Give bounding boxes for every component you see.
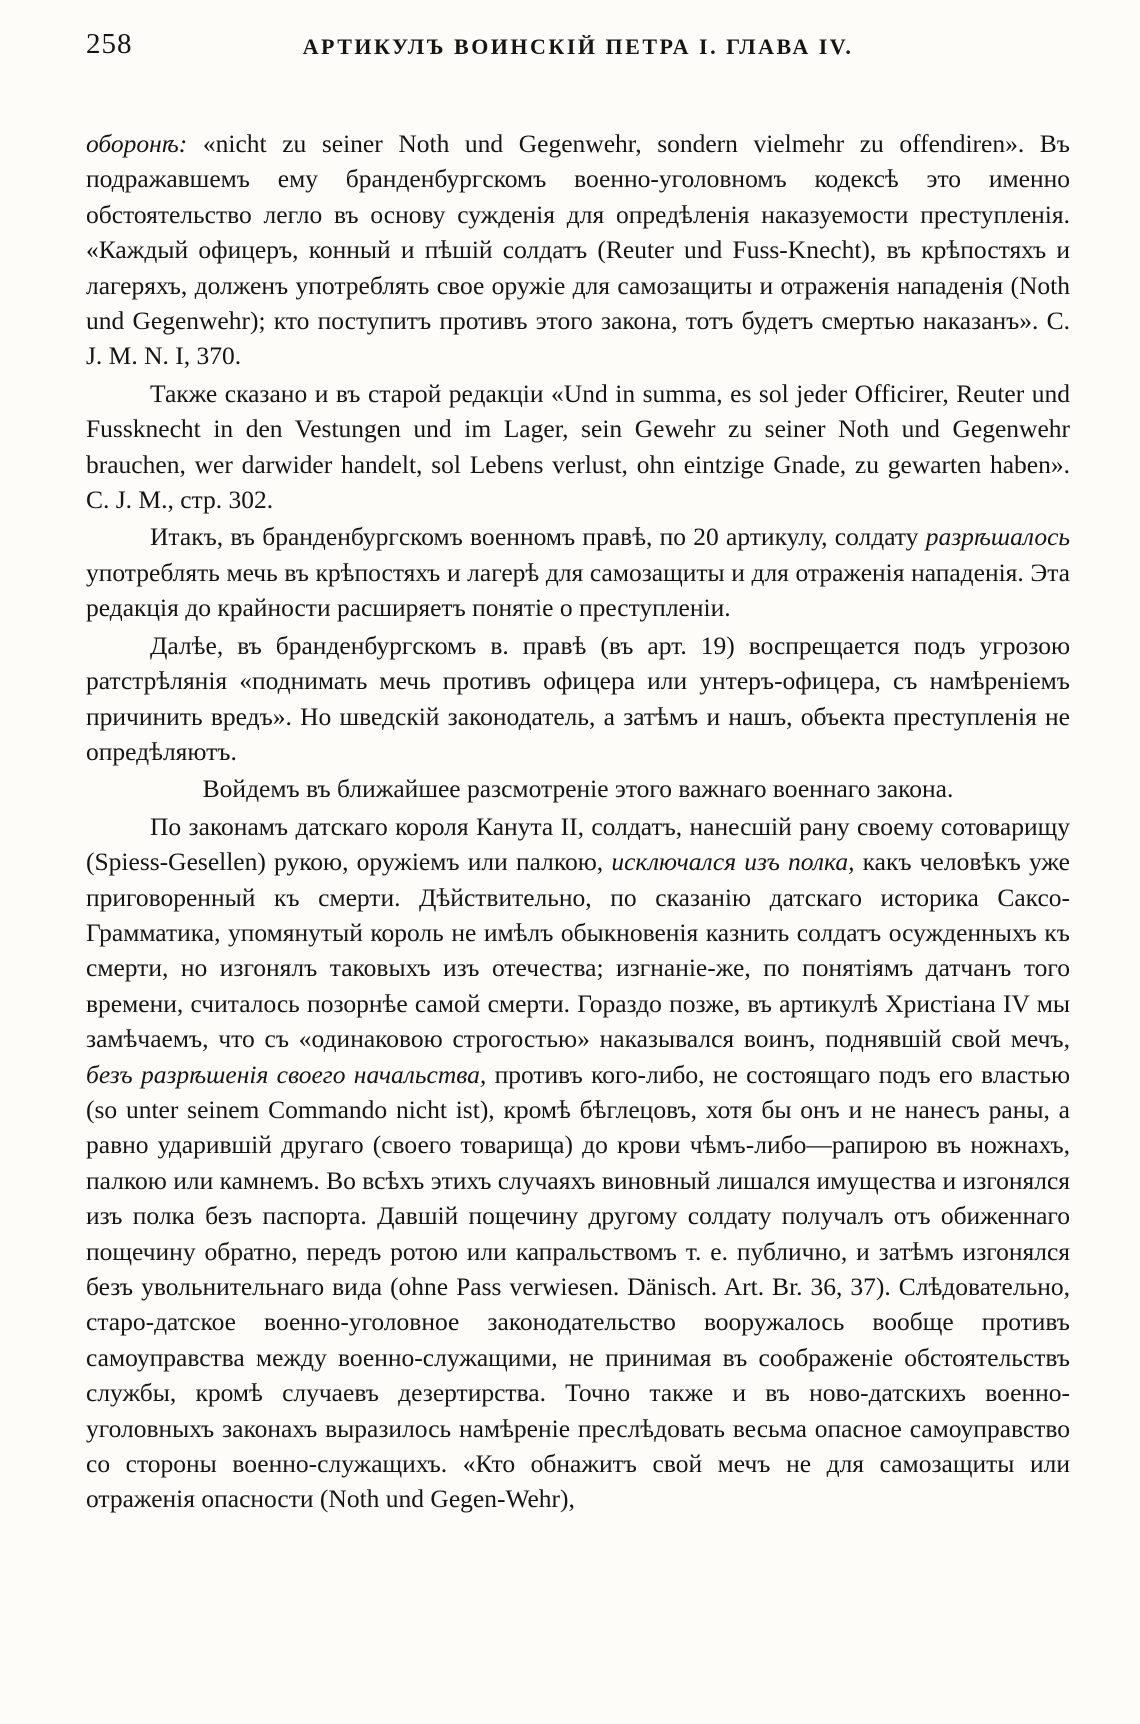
text-run: какъ человѣкъ уже приговоренный къ смерти. Дѣйствительно, по сказанію датскаго историка Саксо-Грамматика, упомянутый король не имѣлъ обыкновенія казнить солдатъ осужденныхъ къ смерти, но изгонялъ таковыхъ изъ отечества; изгнаніе-же, по понятіямъ датчанъ того времени, считалось позорнѣе самой смерти. Гораздо позже, въ артикулѣ Христіана IV мы замѣчаемъ, что съ «одинаковою строгостью» наказывался воинъ, поднявшій свой мечъ, [86, 847, 1070, 1054]
text-run: Далѣе, въ бранденбургскомъ в. правѣ (въ арт. 19) воспрещается подъ угрозою ратстрѣлянія «поднимать мечь противъ офицера или унтеръ-офицера, съ намѣреніемъ причинить вредъ». Но шведскій законодатель, а затѣмъ и нашъ, объекта преступленія не опредѣляютъ. [86, 630, 1070, 766]
paragraph [86, 126, 1070, 374]
text-run: противъ кого-либо, не состоящаго подъ его властью (so unter seinem Commando nicht ist), кромѣ бѣглецовъ, хотя бы онъ и не нанесъ раны, а равно ударившій другаго (своего товарища) до крови чѣмъ-либо—рапирою въ ножнахъ, палкою или камнемъ. Во всѣхъ этихъ случаяхъ виновный лишался имущества и изгонялся изъ полка безъ паспорта. Давшій пощечину другому солдату получалъ отъ обиженнаго пощечину обратно, передъ ротою или капральствомъ т. е. публично, и затѣмъ изгонялся безъ увольнительнаго вида (ohne Pass verwiesen. Dänisch. Art. Br. 36, 37). Слѣдовательно, старо-датское военно-уголовное законодательство вооружалось вообще противъ самоуправства между военно-служащими, не принимая въ соображеніе обстоятельствъ службы, кромѣ случаевъ дезертирства. Точно также и въ ново-датскихъ военно-уголовныхъ законахъ выразилось намѣреніе преслѣдовать весьма опасное самоуправство со стороны военно-служащихъ. «Кто обнажитъ свой мечъ не для самозащиты или отраженія опасности (Noth und Gegen-Wehr), [86, 1059, 1070, 1514]
text-run: употреблять мечь въ крѣпостяхъ и лагерѣ для самозащиты и для отраженія нападенія. Эта редакція до крайности расширяетъ понятіе о преступленіи. [86, 557, 1070, 623]
text-run: По законамъ датскаго короля Канута II, солдатъ, нанесшій рану своему сотоварищу (Spiess-Gesellen) рукою, оружіемъ или палкою, [86, 811, 1070, 877]
running-title: АРТИКУЛЪ ВОИНСКІЙ ПЕТРА І. ГЛАВА IV. [302, 34, 854, 59]
italic-text: оборонѣ: [86, 129, 188, 158]
paragraph [86, 519, 1070, 625]
text-run: Итакъ, въ бранденбургскомъ военномъ правѣ, по 20 артикулу, солдату [150, 522, 926, 552]
book-page [86, 28, 1070, 1519]
paragraph [86, 628, 1070, 770]
italic-text: исключался изъ полка, [611, 847, 855, 877]
body-text [86, 126, 1070, 1517]
text-run: Войдемъ въ ближайшее разсмотреніе этого важнаго военнаго закона. [202, 774, 954, 804]
paragraph [86, 809, 1070, 1517]
page-number: 258 [86, 28, 133, 60]
page-header [86, 28, 1070, 80]
text-run: «nicht zu seiner Noth und Gegenwehr, sondern vielmehr zu offendiren». Въ подражавшемъ ему бранденбургскомъ военно-уголовномъ кодексѣ это именно обстоятельство легло въ основу сужденія для опредѣленія наказуемости преступленія. «Каждый офицеръ, конный и пѣшій солдатъ (Reuter und Fuss-Knecht), въ крѣпостяхъ и лагеряхъ, долженъ употреблять свое оружіе для самозащиты и отраженія нападенія (Noth und Gegenwehr); кто поступитъ противъ этого закона, тотъ будетъ смертью наказанъ». C. J. M. N. I, 370. [86, 129, 1070, 371]
text-run: Также сказано и въ старой редакціи «Und in summa, es sol jeder Officirer, Reuter und Fussknecht in den Vestungen und im Lager, sein Gewehr zu seiner Noth und Gegenwehr brauchen, wer darwider handelt, sol Lebens verlust, ohn eintzige Gnade, zu gewarten haben». C. J. M., стр. 302. [86, 378, 1070, 515]
paragraph [86, 376, 1070, 518]
italic-text: разрѣшалось [925, 522, 1070, 552]
italic-text: безъ разрѣшенія своего начальства, [86, 1059, 487, 1089]
paragraph [86, 771, 1070, 806]
